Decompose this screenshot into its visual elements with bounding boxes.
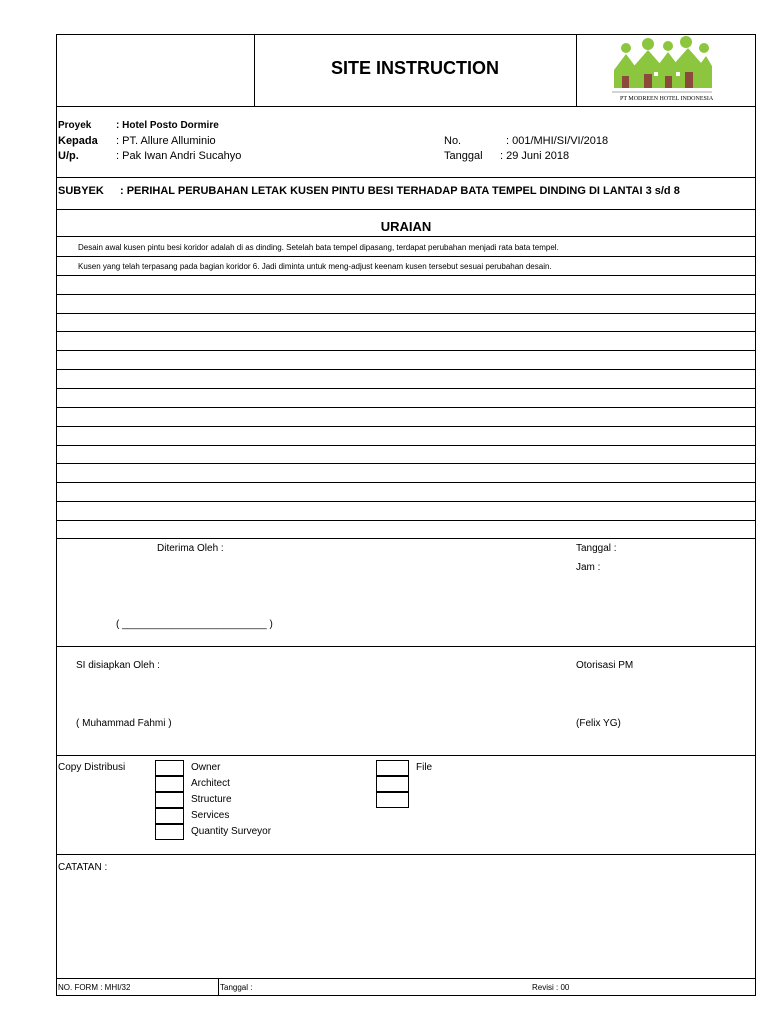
services-checkbox[interactable] [155,808,184,824]
logo-text: PT MODREEN HOTEL INDONESIA [620,96,714,102]
company-logo [612,36,712,106]
uraian-bottom-line [56,538,756,539]
revision-label: Revisi : 00 [532,983,570,992]
form-number: NO. FORM : MHI/32 [58,983,131,992]
subject-label: SUBYEK [58,185,104,197]
footer-date-label: Tanggal : [220,983,253,992]
kepada-label: Kepada [58,135,98,147]
distribution-item-owner: Owner [191,762,221,773]
row-line [56,426,756,427]
row-line [56,256,756,257]
row-line [56,482,756,483]
row-line [56,275,756,276]
up-label: U/p. [58,150,79,162]
file-checkbox-3[interactable] [376,792,409,808]
kepada-value: : PT. Allure Alluminio [116,135,216,147]
prepared-label: SI disiapkan Oleh : [76,660,160,671]
row-line [56,501,756,502]
received-date-label: Tanggal : [576,543,617,554]
row-line [56,407,756,408]
row-line [56,463,756,464]
received-label: Diterima Oleh : [157,543,224,554]
page-title: SITE INSTRUCTION [330,58,499,78]
distribution-item-architect: Architect [191,778,230,789]
tanggal-label: Tanggal [444,150,483,162]
proyek-value: : Hotel Posto Dormire [116,120,219,131]
distribution-item-services: Services [191,810,230,821]
quantity-surveyor-checkbox[interactable] [155,824,184,840]
row-line [56,369,756,370]
received-time-label: Jam : [576,562,601,573]
header-divider-right [576,34,577,106]
row-line [56,445,756,446]
prepared-bottom-line [56,755,756,756]
row-line [56,350,756,351]
prepared-name: ( Muhammad Fahmi ) [76,718,172,729]
uraian-heading-line [56,236,756,237]
row-line [56,331,756,332]
received-bottom-line [56,646,756,647]
row-line [56,313,756,314]
uraian-heading: URAIAN [380,219,432,234]
row-line [56,294,756,295]
no-value: : 001/MHI/SI/VI/2018 [506,135,609,147]
uraian-line-1: Desain awal kusen pintu besi koridor adalah di as dinding. Setelah bata tempel dipasang, terdapat perubahan menjadi rata bata tempel. [78,243,559,252]
footer-top-line [56,978,756,979]
authorization-name: (Felix YG) [576,718,621,729]
footer-divider [218,978,219,996]
no-label: No. [444,135,462,147]
owner-checkbox[interactable] [155,760,184,776]
header-bottom-line [56,106,756,107]
distribution-file-label: File [416,762,433,773]
info-bottom-line [56,177,756,178]
distribution-item-quantity-surveyor: Quantity Surveyor [191,826,272,837]
notes-label: CATATAN : [58,862,108,873]
tanggal-value: : 29 Juni 2018 [500,150,570,162]
distribution-bottom-line [56,854,756,855]
file-checkbox-2[interactable] [376,776,409,792]
up-value: : Pak Iwan Andri Sucahyo [116,150,242,162]
form-frame [56,34,756,996]
received-signature-line: ( __________________________ ) [116,619,273,630]
file-checkbox[interactable] [376,760,409,776]
uraian-line-2: Kusen yang telah terpasang pada bagian koridor 6. Jadi diminta untuk meng-adjust keenam kusen tersebut sesuai perubahan desain. [78,262,552,271]
architect-checkbox[interactable] [155,776,184,792]
row-line [56,388,756,389]
distribution-item-structure: Structure [191,794,232,805]
row-line [56,520,756,521]
subject-value: : PERIHAL PERUBAHAN LETAK KUSEN PINTU BESI TERHADAP BATA TEMPEL DINDING DI LANTAI 3 s/d 8 [120,185,680,197]
authorization-label: Otorisasi PM [576,660,634,671]
subject-bottom-line [56,209,756,210]
structure-checkbox[interactable] [155,792,184,808]
proyek-label: Proyek [58,120,92,131]
distribution-label: Copy Distribusi [58,762,126,773]
